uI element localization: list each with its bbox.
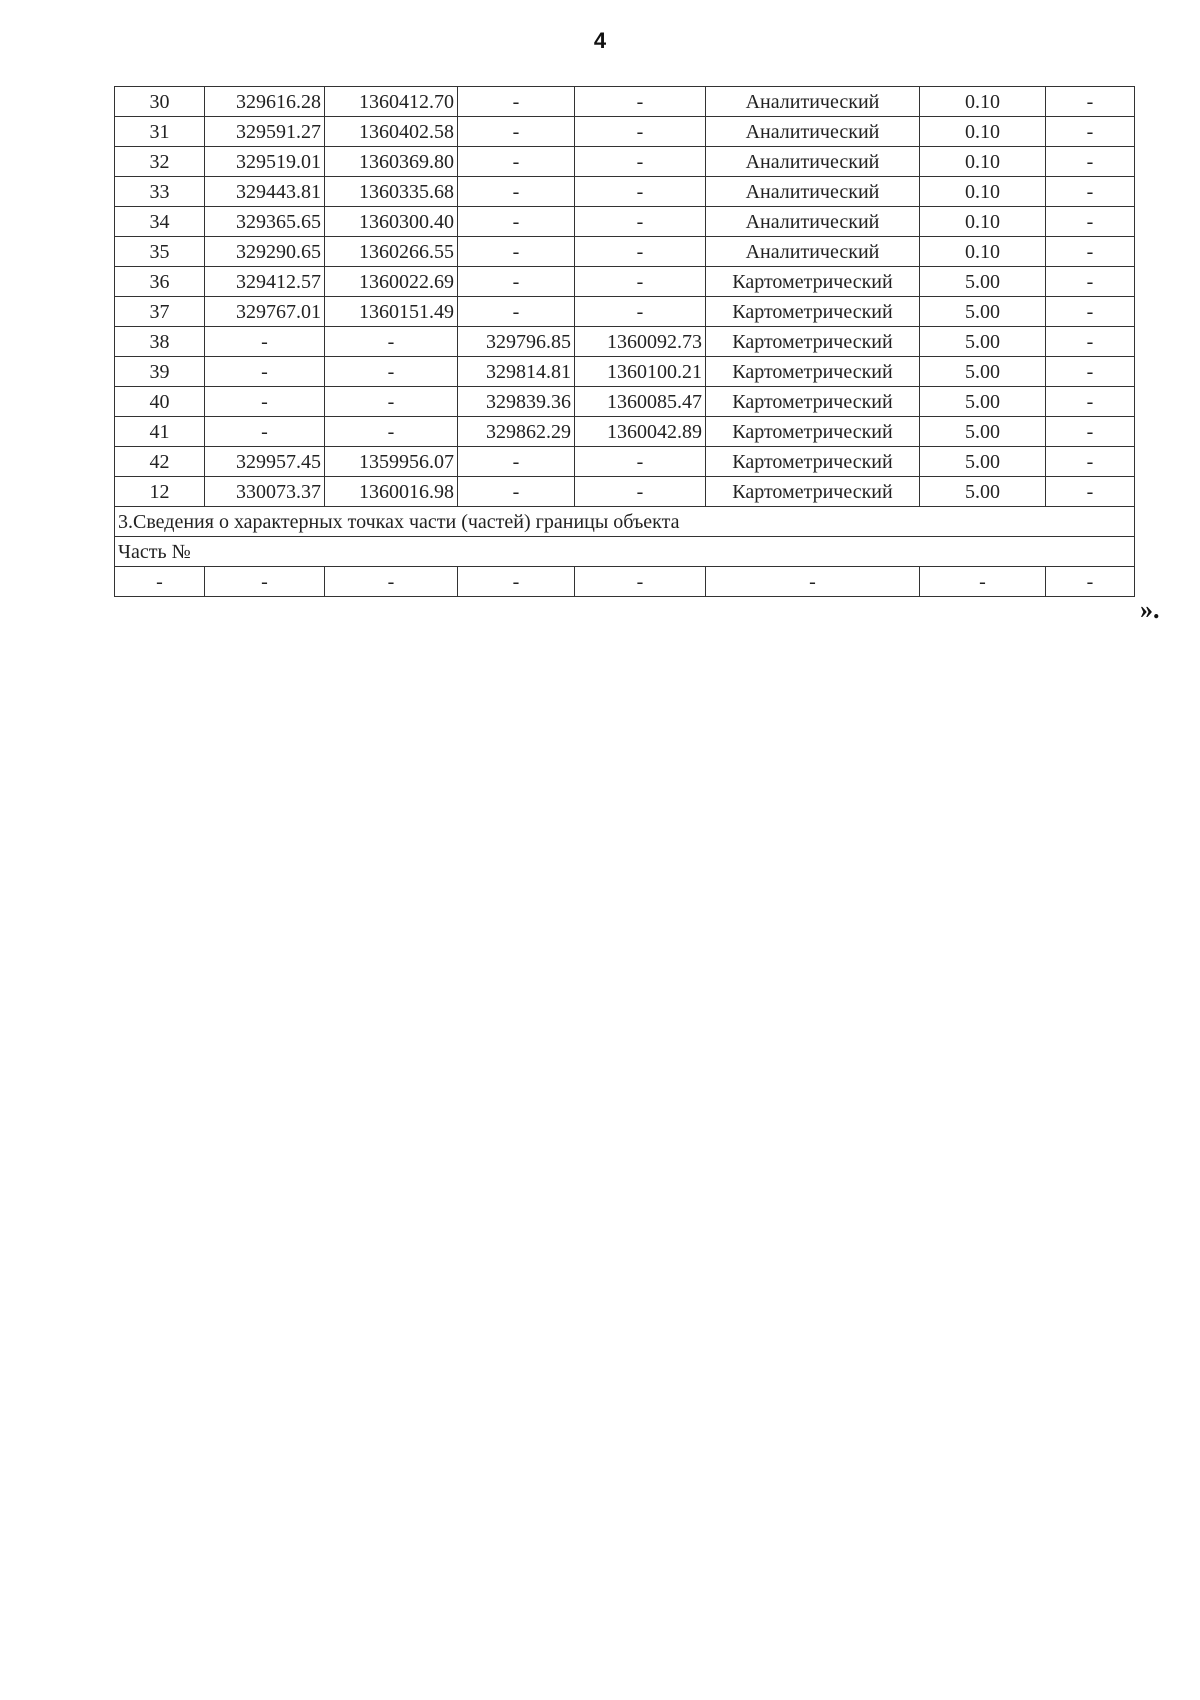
table-cell: 37 [115,297,205,327]
table-cell: 42 [115,447,205,477]
table-cell: - [1046,327,1135,357]
table-cell: - [458,477,575,507]
table-cell: 0.10 [920,177,1046,207]
table-cell: 1360100.21 [575,357,706,387]
table-row [115,387,1135,417]
table-cell: - [325,327,458,357]
table-cell: 12 [115,477,205,507]
table-cell: - [1046,477,1135,507]
table-cell: 33 [115,177,205,207]
table-row [115,177,1135,207]
table-cell: 5.00 [920,387,1046,417]
table-cell: 1360042.89 [575,417,706,447]
table-cell: 30 [115,87,205,117]
table-cell: - [325,567,458,597]
table-cell: 35 [115,237,205,267]
table-row [115,267,1135,297]
table-cell: 5.00 [920,447,1046,477]
table-cell: Аналитический [706,117,920,147]
table-cell: Картометрический [706,387,920,417]
table-cell: 329616.28 [205,87,325,117]
table-cell: Аналитический [706,207,920,237]
table-cell: - [575,87,706,117]
table-cell: Аналитический [706,87,920,117]
table-cell: 5.00 [920,327,1046,357]
table-cell: - [575,567,706,597]
table-cell: 1360369.80 [325,147,458,177]
table-cell: - [1046,207,1135,237]
table-cell: - [205,327,325,357]
last-row [115,567,1135,597]
table-cell: - [325,357,458,387]
table-cell: 1360412.70 [325,87,458,117]
table-cell: - [458,117,575,147]
table-cell: 5.00 [920,417,1046,447]
table-cell: Аналитический [706,177,920,207]
table-cell: - [1046,357,1135,387]
table-cell: Аналитический [706,237,920,267]
table-row [115,327,1135,357]
table-cell: - [1046,117,1135,147]
table-cell: Картометрический [706,447,920,477]
section-title: 3.Сведения о характерных точках части (частей) границы объекта [115,507,1135,537]
table-cell: 1360016.98 [325,477,458,507]
table-cell: - [575,177,706,207]
table-cell: 329839.36 [458,387,575,417]
table-cell: - [458,267,575,297]
table-cell: - [458,177,575,207]
table-cell: - [205,357,325,387]
table-cell: 0.10 [920,87,1046,117]
table-cell: - [1046,237,1135,267]
table-cell: - [458,147,575,177]
table-cell: 1360300.40 [325,207,458,237]
table-cell: - [575,267,706,297]
table-cell: 329519.01 [205,147,325,177]
table-cell: 1360022.69 [325,267,458,297]
table-cell: - [706,567,920,597]
table-cell: 329591.27 [205,117,325,147]
table-cell: Картометрический [706,417,920,447]
table-cell: 329957.45 [205,447,325,477]
table-cell: 0.10 [920,147,1046,177]
table-cell: 1360092.73 [575,327,706,357]
table-cell: 5.00 [920,477,1046,507]
table-cell: - [575,117,706,147]
table-cell: - [205,567,325,597]
table-cell: - [458,297,575,327]
table-cell: 329767.01 [205,297,325,327]
boundary-points-table [114,86,1135,597]
table-cell: 1360335.68 [325,177,458,207]
table-cell: 31 [115,117,205,147]
table-cell: - [1046,387,1135,417]
section-row [115,507,1135,537]
table-cell: Картометрический [706,327,920,357]
table-cell: 38 [115,327,205,357]
table-cell: - [458,447,575,477]
table-cell: 330073.37 [205,477,325,507]
table-body [115,87,1135,597]
table-cell: - [458,237,575,267]
table-cell: 329796.85 [458,327,575,357]
table-cell: 329290.65 [205,237,325,267]
page-number: 4 [593,28,607,53]
table-cell: 329862.29 [458,417,575,447]
table-cell: - [1046,567,1135,597]
table-cell: - [1046,177,1135,207]
table-cell: Картометрический [706,267,920,297]
part-row [115,537,1135,567]
table-cell: - [205,387,325,417]
table-row [115,87,1135,117]
table-cell: - [325,417,458,447]
table-cell: 41 [115,417,205,447]
table-cell: - [458,207,575,237]
table-cell: 32 [115,147,205,177]
table-cell: 34 [115,207,205,237]
table-cell: - [458,87,575,117]
table-cell: 329412.57 [205,267,325,297]
table-cell: 0.10 [920,207,1046,237]
table-cell: - [575,297,706,327]
table-row [115,147,1135,177]
table-cell: - [1046,417,1135,447]
table-row [115,297,1135,327]
table-cell: - [575,237,706,267]
table-cell: 36 [115,267,205,297]
table-cell: - [1046,87,1135,117]
table-cell: 39 [115,357,205,387]
table-cell: 1360085.47 [575,387,706,417]
table-cell: Аналитический [706,147,920,177]
table-cell: - [575,477,706,507]
table-row [115,117,1135,147]
table-row [115,237,1135,267]
table-cell: 0.10 [920,117,1046,147]
table-row [115,417,1135,447]
table-cell: - [1046,147,1135,177]
table-cell: 1360151.49 [325,297,458,327]
table-cell: 329443.81 [205,177,325,207]
table-cell: - [325,387,458,417]
table-cell: 5.00 [920,297,1046,327]
table-cell: 329814.81 [458,357,575,387]
table-cell: 1359956.07 [325,447,458,477]
table-cell: 329365.65 [205,207,325,237]
table-row [115,447,1135,477]
table-cell: - [205,417,325,447]
table-cell: 5.00 [920,267,1046,297]
table-row [115,207,1135,237]
table-cell: 5.00 [920,357,1046,387]
table-cell: Картометрический [706,297,920,327]
table-cell: 0.10 [920,237,1046,267]
table-cell: Картометрический [706,477,920,507]
table-cell: - [1046,267,1135,297]
table-cell: - [575,207,706,237]
table-cell: - [575,147,706,177]
table-cell: - [920,567,1046,597]
table-row [115,357,1135,387]
table-cell: - [1046,297,1135,327]
closing-quote-mark: ». [1140,595,1160,624]
table-cell: Картометрический [706,357,920,387]
table-cell: 1360402.58 [325,117,458,147]
table-row [115,477,1135,507]
table-cell: - [458,567,575,597]
table-cell: - [1046,447,1135,477]
table-cell: - [115,567,205,597]
table-cell: 1360266.55 [325,237,458,267]
table-cell: 40 [115,387,205,417]
part-label: Часть № [115,537,1135,567]
table-cell: - [575,447,706,477]
